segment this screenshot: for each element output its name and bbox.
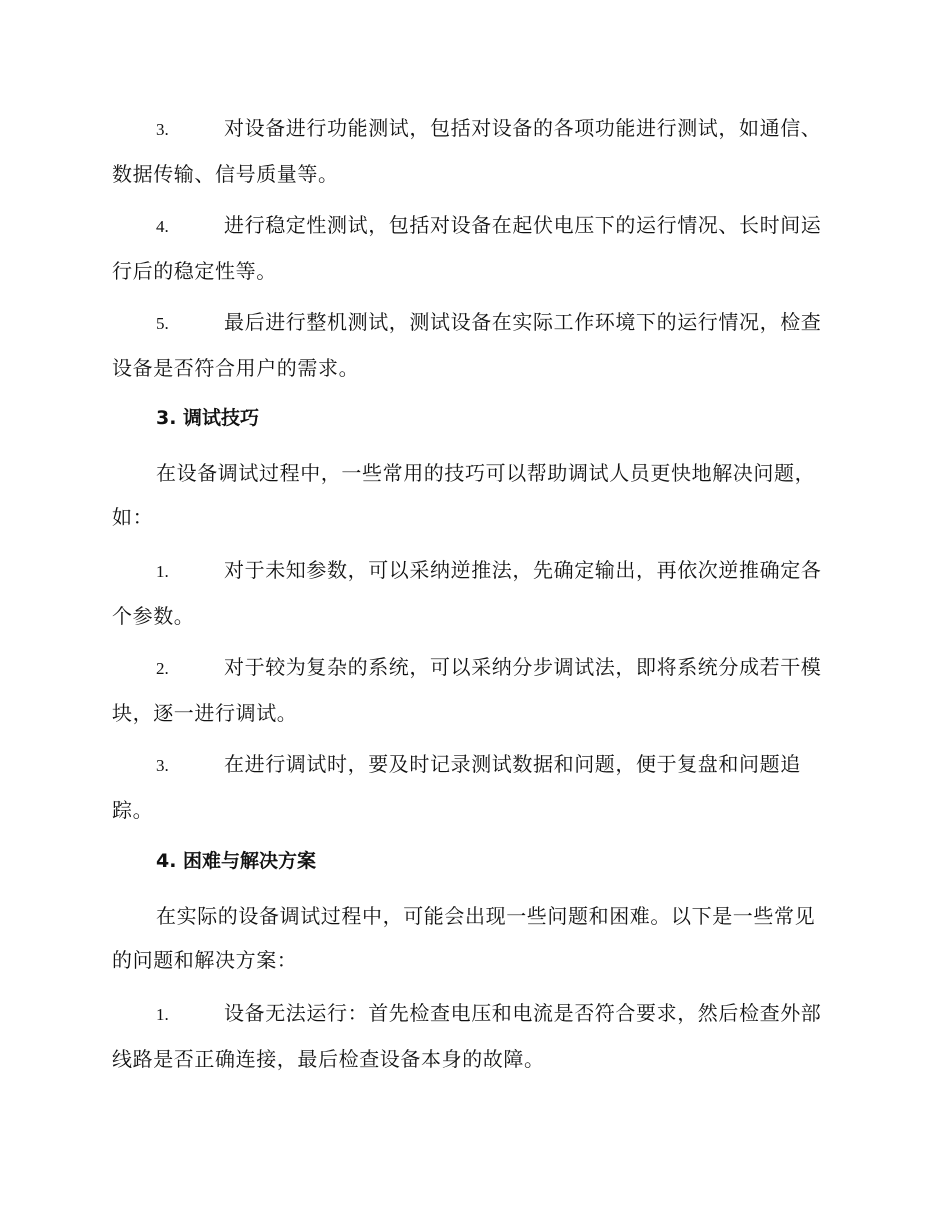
paragraph: 在设备调试过程中，一些常用的技巧可以帮助调试人员更快地解决问题，如：	[112, 461, 816, 529]
section-heading: 4. 困难与解决方案	[156, 850, 317, 872]
list-item	[112, 106, 834, 196]
list-item	[112, 645, 834, 735]
list-number: 3.	[156, 120, 169, 139]
list-item	[112, 991, 834, 1081]
list-item	[112, 742, 834, 832]
list-item	[112, 300, 834, 390]
list-text: 在进行调试时，要及时记录测试数据和问题，便于复盘和问题追踪。	[112, 752, 801, 822]
list-text: 对于未知参数，可以采纳逆推法，先确定输出，再依次逆推确定各个参数。	[112, 558, 822, 628]
list-number: 1.	[156, 1005, 169, 1024]
list-number: 1.	[156, 562, 169, 581]
list-number: 5.	[156, 314, 169, 333]
list-text: 进行稳定性测试，包括对设备在起伏电压下的运行情况、长时间运行后的稳定性等。	[112, 213, 822, 283]
list-item	[112, 203, 834, 293]
list-item	[112, 548, 834, 638]
list-text: 最后进行整机测试，测试设备在实际工作环境下的运行情况，检查设备是否符合用户的需求。	[112, 310, 822, 380]
list-number: 2.	[156, 659, 169, 678]
list-number: 3.	[156, 756, 169, 775]
section-heading: 3. 调试技巧	[156, 407, 260, 429]
paragraph: 在实际的设备调试过程中，可能会出现一些问题和困难。以下是一些常见的问题和解决方案：	[112, 904, 816, 972]
list-text: 对于较为复杂的系统，可以采纳分步调试法，即将系统分成若干模块，逐一进行调试。	[112, 655, 822, 725]
list-number: 4.	[156, 217, 169, 236]
list-text: 设备无法运行：首先检查电压和电流是否符合要求，然后检查外部线路是否正确连接，最后检查设备本身的故障。	[112, 1001, 822, 1071]
list-text: 对设备进行功能测试，包括对设备的各项功能进行测试，如通信、数据传输、信号质量等。	[112, 116, 822, 186]
